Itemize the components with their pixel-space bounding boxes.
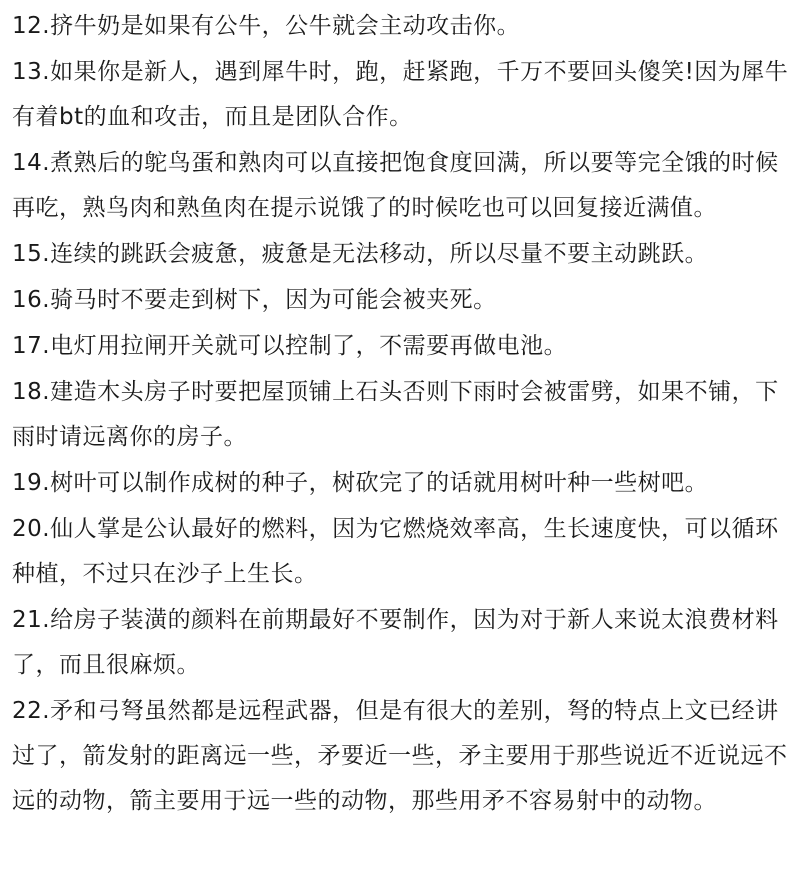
tip-paragraph: 22.矛和弓弩虽然都是远程武器，但是有很大的差别，弩的特点上文已经讲过了，箭发射的距离远一些，矛要近一些，矛主要用于那些说近不近说远不远的动物，箭主要用于远一些的动物，那些用矛不容易射中的动物。 [12, 698, 788, 814]
tip-paragraph: 17.电灯用拉闸开关就可以控制了，不需要再做电池。 [12, 333, 568, 359]
tip-paragraph: 20.仙人掌是公认最好的燃料，因为它燃烧效率高，生长速度快，可以循环种植，不过只在沙子上生长。 [12, 516, 779, 587]
tip-paragraph: 14.煮熟后的鸵鸟蛋和熟肉可以直接把饱食度回满，所以要等完全饿的时候再吃，熟鸟肉和熟鱼肉在提示说饿了的时候吃也可以回复接近满值。 [12, 150, 779, 221]
tip-paragraph: 19.树叶可以制作成树的种子，树砍完了的话就用树叶种一些树吧。 [12, 470, 709, 496]
tip-paragraph: 13.如果你是新人，遇到犀牛时，跑，赶紧跑，千万不要回头傻笑!因为犀牛有着bt的血和攻击，而且是团队合作。 [12, 59, 789, 130]
tip-paragraph: 18.建造木头房子时要把屋顶铺上石头否则下雨时会被雷劈，如果不铺，下雨时请远离你的房子。 [12, 379, 779, 450]
tip-paragraph: 21.给房子装潢的颜料在前期最好不要制作，因为对于新人来说太浪费材料了，而且很麻烦。 [12, 607, 779, 678]
tip-paragraph: 12.挤牛奶是如果有公牛，公牛就会主动攻击你。 [12, 13, 521, 39]
tip-paragraph: 15.连续的跳跃会疲惫，疲惫是无法移动，所以尽量不要主动跳跃。 [12, 241, 709, 267]
tip-paragraph: 16.骑马时不要走到树下，因为可能会被夹死。 [12, 287, 497, 313]
